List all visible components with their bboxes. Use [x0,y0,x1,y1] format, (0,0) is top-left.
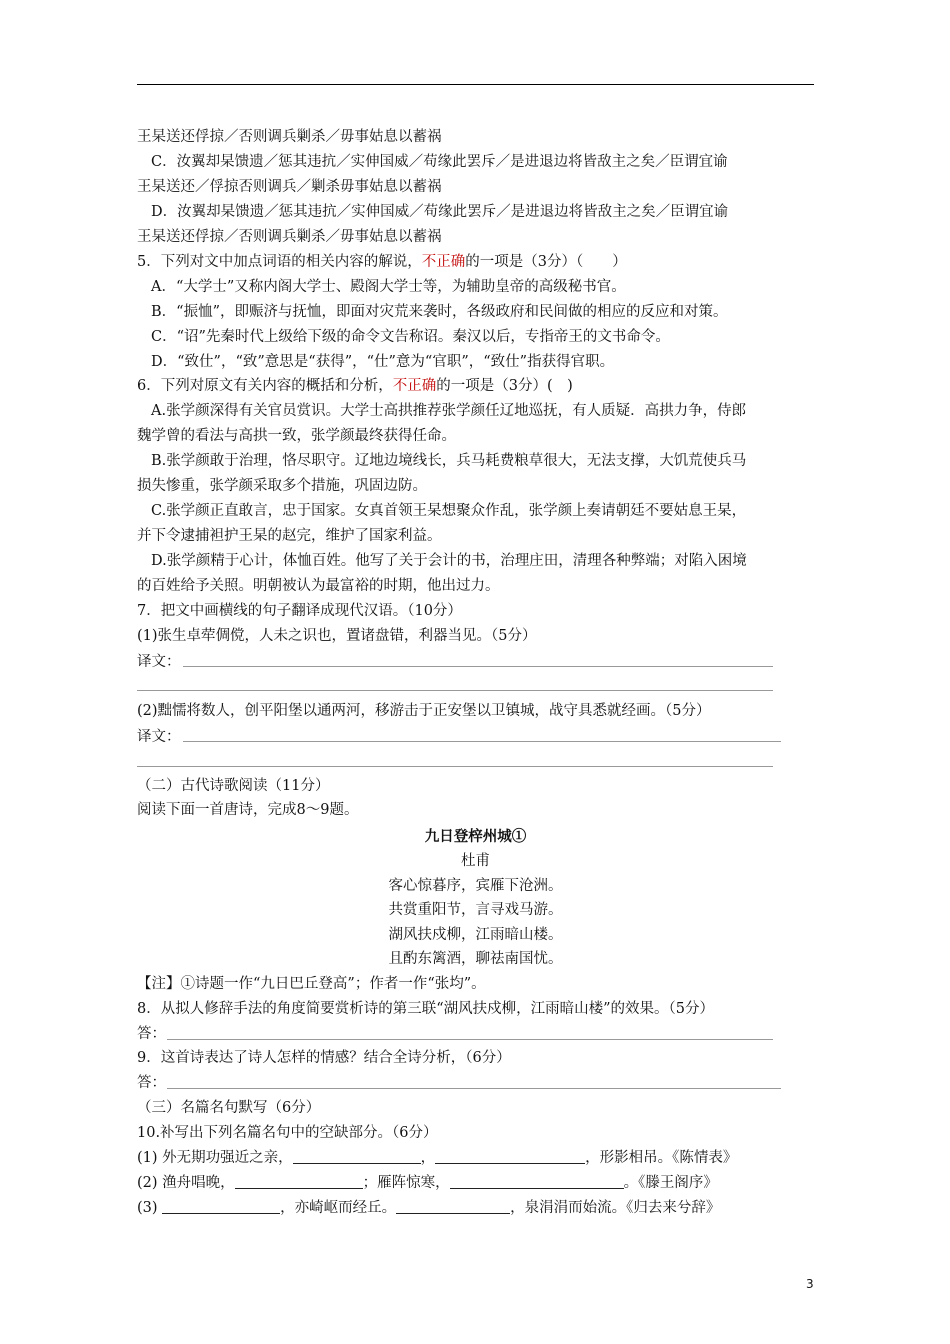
reading-instruction: 阅读下面一首唐诗，完成8～9题。 [137,802,359,818]
blank-field[interactable] [235,1174,363,1189]
answer-line[interactable] [183,741,781,742]
fill-text: 。《滕王阁序》 [623,1175,718,1191]
q6-option-d-cont: 的百姓给予关照。明朝被认为最富裕的时期，他出过力。 [137,578,500,594]
q6-option-c: C.张学颜正直敢言，忠于国家。女真首领王杲想聚众作乱，张学颜上奏请朝廷不要姑息王杲， [151,503,747,519]
translation-label: 译文： [137,654,181,670]
answer-line[interactable] [137,766,773,767]
q6-option-a-cont: 魏学曾的看法与高拱一致，张学颜最终获得任命。 [137,428,456,444]
option-d-continuation: 王杲送还俘掠／否则调兵剿杀／毋事姑息以蓄祸 [137,229,442,245]
fill-blank-3 [137,1198,720,1218]
question-8: 8．从拟人修辞手法的角度简要赏析诗的第三联“湖风扶戍柳，江雨暗山楼”的效果。（5分） [137,1001,715,1017]
q5-option-a: A．“大学士”又称内阁大学士、殿阁大学士等，为辅助皇帝的高级秘书官。 [151,279,626,295]
q6-option-c-cont: 并下令逮捕袒护王杲的赵完，维护了国家利益。 [137,528,442,544]
question-5-stem: 5．下列对文中加点词语的相关内容的解说， [137,254,422,270]
fill-text: ；雁阵惊寒， [362,1175,450,1191]
section-2-heading: （二）古代诗歌阅读（11分） [137,778,330,794]
option-c-continuation: 王杲送还／俘掠否则调兵／剿杀毋事姑息以蓄祸 [137,179,442,195]
answer-line[interactable] [183,666,773,667]
question-6 [137,376,573,396]
emphasis-incorrect: 不正确 [421,254,466,270]
q5-option-d: D．“致仕”，“致”意思是“获得”，“仕”意为“官职”，“致仕”指获得官职。 [151,354,615,370]
blank-field[interactable] [450,1174,624,1189]
header-rule [137,84,814,85]
question-7: 7．把文中画横线的句子翻译成现代汉语。（10分） [137,603,462,619]
answer-line[interactable] [137,690,773,691]
q7-sentence-1: (1)张生卓荦倜傥，人未之识也，置诸盘错，利器当见。（5分） [137,628,537,644]
answer-line[interactable] [167,1088,781,1089]
fill-text: ，形影相吊。《陈情表》 [585,1150,738,1166]
poem-note: 【注】①诗题一作“九日巴丘登高”；作者一作“张均”。 [137,976,486,992]
poem-author: 杜甫 [461,853,490,869]
q6-option-b-cont: 损失惨重，张学颜采取多个措施，巩固边防。 [137,478,427,494]
q6-option-a: A.张学颜深得有关官员赏识。大学士高拱推荐张学颜任辽地巡抚，有人质疑．高拱力争，侍郎 [151,403,747,419]
page-number: 3 [806,1277,814,1291]
q6-option-b: B.张学颜敢于治理，恪尽职守。辽地边境线长，兵马耗费粮草很大，无法支撑，大饥荒使兵马 [151,453,747,469]
question-5 [137,252,627,272]
question-6-score: 的一项是（3分）( ) [436,378,573,394]
answer-label: 答： [137,1026,166,1042]
question-5-score: 的一项是（3分）（ ） [465,254,627,270]
fill-text: (1) 外无期功强近之亲， [137,1150,293,1166]
poem-line: 客心惊暮序，宾雁下沧洲。 [388,878,563,894]
poem-title: 九日登梓州城① [424,828,527,845]
poem-line: 且酌东篱酒，聊祛南国忧。 [388,951,563,967]
blank-field[interactable] [435,1149,585,1164]
q5-option-c: C．“诏”先秦时代上级给下级的命令文告称诏。秦汉以后，专指帝王的文书命令。 [151,329,670,345]
answer-label: 答： [137,1075,166,1091]
blank-field[interactable] [293,1149,421,1164]
fill-text: ，亦崎岖而经丘。 [280,1200,397,1216]
poem-line: 湖风扶戍柳，江雨暗山楼。 [388,927,563,943]
option-b-continuation: 王杲送还俘掠／否则调兵剿杀／毋事姑息以蓄祸 [137,129,442,145]
answer-line[interactable] [167,1039,773,1040]
q6-option-d: D.张学颜精于心计，体恤百姓。他写了关于会计的书，治理庄田，清理各种弊端；对陷入困境 [151,553,747,569]
fill-blank-2 [137,1173,718,1193]
blank-field[interactable] [396,1199,510,1214]
emphasis-incorrect: 不正确 [392,378,437,394]
fill-blank-1 [137,1148,737,1168]
section-3-heading: （三）名篇名句默写（6分） [137,1100,321,1116]
fill-text: (3) [137,1200,163,1216]
option-c: C．汝翼却杲馈遗／惩其违抗／实伸国威／苟缘此罢斥／是进退边将皆敌主之矣／臣谓宜谕 [151,154,728,170]
option-d: D．汝翼却杲馈遗／惩其违抗／实伸国威／苟缘此罢斥／是进退边将皆敌主之矣／臣谓宜谕 [151,204,729,220]
fill-text: ， [420,1150,436,1166]
fill-text: ，泉涓涓而始流。《归去来兮辞》 [510,1200,721,1216]
blank-field[interactable] [162,1199,280,1214]
question-9: 9．这首诗表达了诗人怎样的情感？结合全诗分析，（6分） [137,1050,511,1066]
translation-label: 译文： [137,729,181,745]
fill-text: (2) 渔舟唱晚， [137,1175,235,1191]
question-6-stem: 6．下列对原文有关内容的概括和分析， [137,378,393,394]
poem-line: 共赏重阳节，言寻戏马游。 [388,902,563,918]
q5-option-b: B．“振恤”，即赈济与抚恤，即面对灾荒来袭时，各级政府和民间做的相应的反应和对策。 [151,304,728,320]
q7-sentence-2: (2)黜懦将数人，创平阳堡以通两河，移游击于正安堡以卫镇城，战守具悉就经画。（5分） [137,703,711,719]
question-10: 10.补写出下列名篇名句中的空缺部分。（6分） [137,1125,438,1141]
